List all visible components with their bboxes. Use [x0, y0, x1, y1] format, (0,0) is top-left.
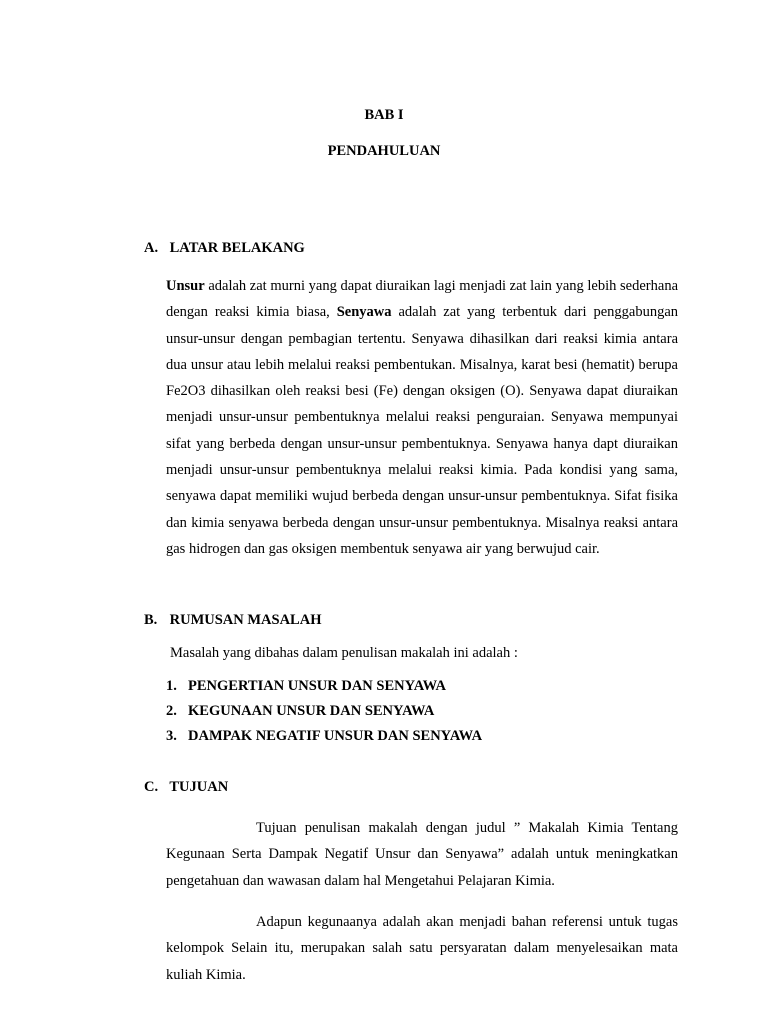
list-item-number: 1.	[166, 678, 177, 694]
list-item	[166, 674, 482, 699]
problem-list	[166, 674, 482, 749]
section-a-number: A.	[144, 240, 159, 256]
section-b-heading	[144, 612, 321, 629]
chapter-title: BAB I	[364, 107, 404, 123]
section-c-paragraph-1	[166, 815, 678, 894]
section-b-title: RUMUSAN MASALAH	[169, 612, 322, 628]
list-item	[166, 699, 482, 724]
section-a-paragraph	[166, 273, 678, 562]
list-item-number: 2.	[166, 703, 177, 719]
section-c-text-1: Tujuan penulisan makalah dengan judul ” Makalah Kimia Tentang Kegunaan Serta Dampak Negatif Unsur dan Senyawa” adalah untuk meningkatkan pengetahuan dan wawasan dalam hal Mengetahui Pelajaran Kimia.	[166, 820, 678, 889]
term-unsur: Unsur	[166, 278, 205, 294]
section-a-title: LATAR BELAKANG	[169, 240, 305, 256]
paragraph-text-2: adalah zat yang terbentuk dari penggabungan unsur-unsur dengan pembagian tertentu. Senyawa dihasilkan dari reaksi kimia antara dua unsur atau lebih melalui reaksi pembentukan. Misalnya, karat besi (hematit) berupa Fe2O3 dihasilkan oleh reaksi besi (Fe) dengan oksigen (O). Senyawa dapat diuraikan menjadi unsur-unsur pembentuknya melalui reaksi penguraian. Senyawa mempunyai sifat yang berbeda dengan unsur-unsur pembentuknya. Senyawa hanya dapt diuraikan menjadi unsur-unsur pembentuknya melalui reaksi kimia. Pada kondisi yang sama, senyawa dapat memiliki wujud berbeda dengan unsur-unsur pembentuknya. Sifat fisika dan kimia senyawa berbeda dengan unsur-unsur pembentuknya. Misalnya reaksi antara gas hidrogen dan gas oksigen membentuk senyawa air yang berwujud cair.	[166, 304, 679, 557]
list-item	[166, 724, 482, 749]
section-c-paragraph-2	[166, 909, 678, 988]
section-c-title: TUJUAN	[169, 779, 229, 795]
section-c-heading	[144, 779, 228, 796]
list-item-text: PENGERTIAN UNSUR DAN SENYAWA	[188, 678, 446, 694]
list-item-text: KEGUNAAN UNSUR DAN SENYAWA	[188, 703, 435, 719]
paragraph-text-1: adalah zat murni yang dapat diuraikan lagi menjadi zat lain yang lebih sederhana dengan reaksi kimia biasa,	[166, 278, 678, 321]
section-c-number: C.	[144, 779, 159, 795]
section-b-number: B.	[144, 612, 158, 628]
section-a-heading	[144, 240, 305, 257]
term-senyawa: Senyawa	[336, 304, 392, 321]
list-item-text: DAMPAK NEGATIF UNSUR DAN SENYAWA	[188, 728, 483, 744]
list-item-number: 3.	[166, 728, 177, 744]
section-c-text-2: Adapun kegunaanya adalah akan menjadi bahan referensi untuk tugas kelompok Selain itu, merupakan salah satu persyaratan dalam menyelesaikan mata kuliah Kimia.	[166, 914, 678, 983]
chapter-subtitle: PENDAHULUAN	[327, 143, 441, 159]
section-b-intro: Masalah yang dibahas dalam penulisan makalah ini adalah :	[170, 645, 518, 661]
